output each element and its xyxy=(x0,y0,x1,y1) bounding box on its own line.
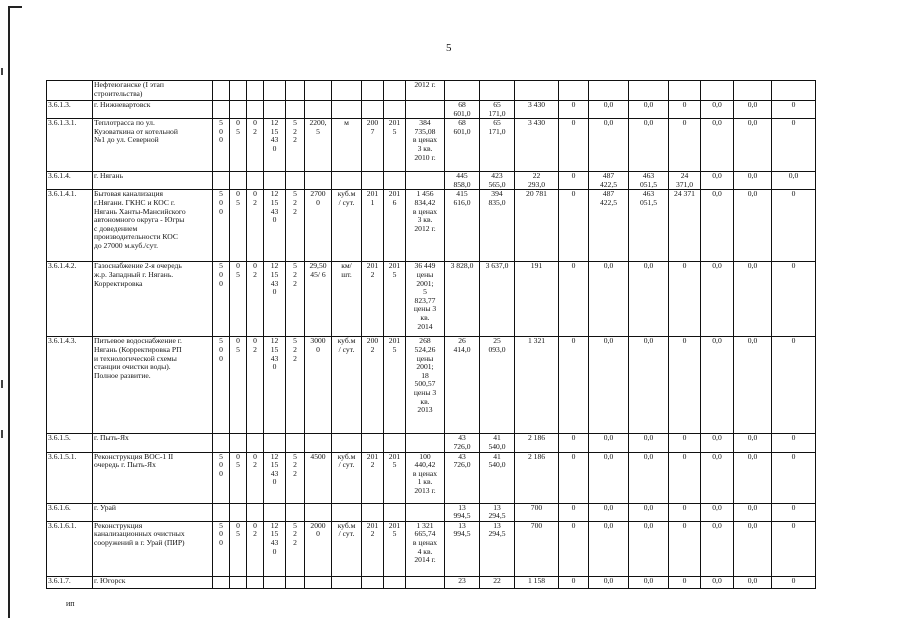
cell-v5: 0,0 xyxy=(589,262,629,337)
cell-c2: 0 5 xyxy=(230,262,247,337)
cell-y2 xyxy=(384,503,406,521)
cell-cost xyxy=(406,576,445,588)
table-row xyxy=(47,434,816,452)
cell-c5 xyxy=(286,81,305,101)
cell-v6: 0,0 xyxy=(629,434,669,452)
cell-v2: 25 093,0 xyxy=(480,337,515,434)
table-row xyxy=(47,337,816,434)
cell-v9: 0,0 xyxy=(734,190,772,262)
cell-name: г. Урай xyxy=(93,503,213,521)
cell-c5: 5 2 2 xyxy=(286,452,305,503)
cell-unit xyxy=(332,172,362,190)
cell-v1: 445 858,0 xyxy=(445,172,480,190)
cell-v7: 0 xyxy=(669,262,701,337)
cell-v2 xyxy=(480,81,515,101)
cell-cost: 1 456 834,42 в ценах 3 кв. 2012 г. xyxy=(406,190,445,262)
cell-cost: 36 449 цены 2001; 5 823,77 цены 3 кв. 2014 xyxy=(406,262,445,337)
cell-v9: 0,0 xyxy=(734,521,772,576)
table-row xyxy=(47,101,816,119)
cell-v2: 65 171,0 xyxy=(480,119,515,172)
cell-v10: 0 xyxy=(772,452,816,503)
cell-c5 xyxy=(286,101,305,119)
cell-v10: 0,0 xyxy=(772,172,816,190)
cell-y1 xyxy=(362,576,384,588)
cell-v7: 24 371 xyxy=(669,190,701,262)
cell-c4: 12 15 43 0 xyxy=(264,262,286,337)
cell-v3: 22 293,0 xyxy=(515,172,559,190)
table-row xyxy=(47,172,816,190)
cell-c3: 0 2 xyxy=(247,119,264,172)
cell-v8: 0,0 xyxy=(701,434,734,452)
cell-v9: 0,0 xyxy=(734,452,772,503)
cell-v6: 0,0 xyxy=(629,262,669,337)
table-row xyxy=(47,576,816,588)
cell-c2 xyxy=(230,101,247,119)
cell-c2: 0 5 xyxy=(230,190,247,262)
cell-c4: 12 15 43 0 xyxy=(264,190,286,262)
cell-y2: 201 6 xyxy=(384,190,406,262)
cell-unit: м xyxy=(332,119,362,172)
cell-v5: 0,0 xyxy=(589,576,629,588)
cell-code: 3.6.1.4.3. xyxy=(47,337,93,434)
cell-name: Нефтеюганске (I этап строительства) xyxy=(93,81,213,101)
cell-cap xyxy=(305,101,332,119)
cell-c2 xyxy=(230,81,247,101)
cell-y1: 201 1 xyxy=(362,190,384,262)
cell-cost xyxy=(406,503,445,521)
cell-v7: 0 xyxy=(669,521,701,576)
cell-v9: 0,0 xyxy=(734,119,772,172)
cell-v7: 0 xyxy=(669,503,701,521)
cell-cap: 29,50 45/ 6 xyxy=(305,262,332,337)
cell-v2: 13 294,5 xyxy=(480,521,515,576)
cell-v3: 3 430 xyxy=(515,119,559,172)
cell-v4: 0 xyxy=(559,172,589,190)
cell-c4: 12 15 43 0 xyxy=(264,521,286,576)
cell-c5 xyxy=(286,172,305,190)
cell-v4: 0 xyxy=(559,576,589,588)
cell-c5: 5 2 2 xyxy=(286,262,305,337)
cell-v9 xyxy=(734,81,772,101)
cell-c1 xyxy=(213,172,230,190)
cell-name: Теплотрасса по ул. Кузоваткина от котельной №1 до ул. Северной xyxy=(93,119,213,172)
cell-c3 xyxy=(247,81,264,101)
cell-name: Бытовая канализация г.Нягани. ГКНС и КОС г. Нягань Ханты-Мансийского автономного округа - Югры с доведением производительности КОС до 27000 м.куб./сут. xyxy=(93,190,213,262)
cell-v5: 0,0 xyxy=(589,434,629,452)
cell-v9: 0,0 xyxy=(734,337,772,434)
cell-v6: 0,0 xyxy=(629,337,669,434)
cell-name: Реконструкция ВОС-1 II очередь г. Пыть-Ях xyxy=(93,452,213,503)
cell-c3 xyxy=(247,101,264,119)
cell-c3 xyxy=(247,576,264,588)
cell-v2: 41 540,0 xyxy=(480,452,515,503)
cell-v8: 0,0 xyxy=(701,521,734,576)
cell-unit xyxy=(332,101,362,119)
cell-cost: 268 524,26 цены 2001; 18 500,57 цены 3 кв. 2013 xyxy=(406,337,445,434)
cell-code: 3.6.1.4.2. xyxy=(47,262,93,337)
table-row xyxy=(47,119,816,172)
cell-v1: 415 616,0 xyxy=(445,190,480,262)
cell-v4: 0 xyxy=(559,190,589,262)
cell-v7: 0 xyxy=(669,452,701,503)
cell-y2 xyxy=(384,576,406,588)
cell-c2 xyxy=(230,172,247,190)
cell-c5 xyxy=(286,503,305,521)
cell-cost: 100 440,42 в ценах 1 кв. 2013 г. xyxy=(406,452,445,503)
cell-v4 xyxy=(559,81,589,101)
cell-name: г. Пыть-Ях xyxy=(93,434,213,452)
cell-name: г. Нижневартовск xyxy=(93,101,213,119)
page-top-border xyxy=(8,6,22,8)
cell-v8: 0,0 xyxy=(701,576,734,588)
cell-y2: 201 5 xyxy=(384,521,406,576)
cell-y2: 201 5 xyxy=(384,337,406,434)
cell-v9: 0,0 xyxy=(734,576,772,588)
cell-name: г. Югорск xyxy=(93,576,213,588)
footer-mark: ип xyxy=(66,599,75,608)
cell-cap: 4500 xyxy=(305,452,332,503)
cell-name: Питьевое водоснабжение г. Нягань (Корректировка РП и технологической схемы станции очистки воды). Полное развитие. xyxy=(93,337,213,434)
cell-code: 3.6.1.5. xyxy=(47,434,93,452)
cell-unit: куб.м / сут. xyxy=(332,337,362,434)
cell-y1: 201 2 xyxy=(362,521,384,576)
cell-v6 xyxy=(629,81,669,101)
cell-v9: 0,0 xyxy=(734,101,772,119)
cell-unit xyxy=(332,576,362,588)
cell-v3: 700 xyxy=(515,521,559,576)
cell-v3: 1 321 xyxy=(515,337,559,434)
cell-y2: 201 5 xyxy=(384,262,406,337)
cell-y2 xyxy=(384,81,406,101)
cell-cost xyxy=(406,172,445,190)
cell-c2: 0 5 xyxy=(230,119,247,172)
page-number: 5 xyxy=(446,42,452,54)
cell-y1 xyxy=(362,172,384,190)
cell-c3: 0 2 xyxy=(247,452,264,503)
cell-v1: 26 414,0 xyxy=(445,337,480,434)
cell-cap xyxy=(305,576,332,588)
cell-c5 xyxy=(286,434,305,452)
cell-c2: 0 5 xyxy=(230,337,247,434)
cell-c3: 0 2 xyxy=(247,262,264,337)
cell-c3 xyxy=(247,172,264,190)
cell-v8: 0,0 xyxy=(701,172,734,190)
cell-v8: 0,0 xyxy=(701,190,734,262)
cell-y2 xyxy=(384,172,406,190)
cell-v7: 0 xyxy=(669,337,701,434)
cell-cap xyxy=(305,503,332,521)
cell-unit: км/ шт. xyxy=(332,262,362,337)
cell-c1: 5 0 0 xyxy=(213,452,230,503)
cell-c1 xyxy=(213,576,230,588)
cell-v5 xyxy=(589,81,629,101)
cell-code: 3.6.1.7. xyxy=(47,576,93,588)
cell-v8 xyxy=(701,81,734,101)
cell-c4 xyxy=(264,81,286,101)
cell-cap: 3000 0 xyxy=(305,337,332,434)
cell-v6: 0,0 xyxy=(629,119,669,172)
cell-v10: 0 xyxy=(772,190,816,262)
cell-v3 xyxy=(515,81,559,101)
cell-v3: 20 781 xyxy=(515,190,559,262)
cell-c3 xyxy=(247,503,264,521)
cell-v3: 2 186 xyxy=(515,434,559,452)
cell-v3: 700 xyxy=(515,503,559,521)
cell-cost xyxy=(406,434,445,452)
cell-v2: 22 xyxy=(480,576,515,588)
cell-v1: 43 726,0 xyxy=(445,452,480,503)
cell-cost: 1 321 665,74 в ценах 4 кв. 2014 г. xyxy=(406,521,445,576)
cell-v10: 0 xyxy=(772,101,816,119)
cell-c1 xyxy=(213,434,230,452)
cell-v7: 0 xyxy=(669,101,701,119)
cell-code: 3.6.1.5.1. xyxy=(47,452,93,503)
cell-v7: 0 xyxy=(669,119,701,172)
cell-y2 xyxy=(384,434,406,452)
cell-c1: 5 0 0 xyxy=(213,337,230,434)
cell-cap xyxy=(305,172,332,190)
cell-y1: 200 7 xyxy=(362,119,384,172)
cell-v4: 0 xyxy=(559,521,589,576)
table-row xyxy=(47,503,816,521)
cell-cap xyxy=(305,434,332,452)
cell-unit: куб.м / сут. xyxy=(332,521,362,576)
cell-c4: 12 15 43 0 xyxy=(264,337,286,434)
cell-c3: 0 2 xyxy=(247,521,264,576)
cell-c4 xyxy=(264,434,286,452)
cell-v5: 0,0 xyxy=(589,119,629,172)
cell-code xyxy=(47,81,93,101)
cell-code: 3.6.1.6. xyxy=(47,503,93,521)
cell-v9: 0,0 xyxy=(734,172,772,190)
cell-c4: 12 15 43 0 xyxy=(264,452,286,503)
cell-c1 xyxy=(213,81,230,101)
cell-v1: 13 994,5 xyxy=(445,503,480,521)
cell-v6: 0,0 xyxy=(629,101,669,119)
cell-y1: 201 2 xyxy=(362,262,384,337)
cell-c5: 5 2 2 xyxy=(286,190,305,262)
cell-v10: 0 xyxy=(772,119,816,172)
cell-v9: 0,0 xyxy=(734,503,772,521)
cell-v8: 0,0 xyxy=(701,337,734,434)
cell-v1: 68 601,0 xyxy=(445,101,480,119)
cell-c1: 5 0 0 xyxy=(213,262,230,337)
cell-v8: 0,0 xyxy=(701,452,734,503)
table-row xyxy=(47,521,816,576)
cell-cost: 2012 г. xyxy=(406,81,445,101)
cell-v1: 3 828,0 xyxy=(445,262,480,337)
cell-cost xyxy=(406,101,445,119)
cell-v5: 0,0 xyxy=(589,101,629,119)
cell-v10 xyxy=(772,81,816,101)
table-row xyxy=(47,81,816,101)
cell-v1 xyxy=(445,81,480,101)
cell-v10: 0 xyxy=(772,521,816,576)
cell-v4: 0 xyxy=(559,434,589,452)
cell-v6: 0,0 xyxy=(629,452,669,503)
cell-v10: 0 xyxy=(772,337,816,434)
cell-c3: 0 2 xyxy=(247,337,264,434)
cell-v4: 0 xyxy=(559,262,589,337)
cell-y1: 201 2 xyxy=(362,452,384,503)
cell-v10: 0 xyxy=(772,576,816,588)
cell-c1 xyxy=(213,503,230,521)
cell-v1: 68 601,0 xyxy=(445,119,480,172)
cell-v8: 0,0 xyxy=(701,101,734,119)
cell-y1 xyxy=(362,81,384,101)
cell-v10: 0 xyxy=(772,434,816,452)
cell-c2: 0 5 xyxy=(230,521,247,576)
cell-c5: 5 2 2 xyxy=(286,521,305,576)
cell-cap: 2700 0 xyxy=(305,190,332,262)
cell-v8: 0,0 xyxy=(701,119,734,172)
cell-v1: 43 726,0 xyxy=(445,434,480,452)
cell-code: 3.6.1.4. xyxy=(47,172,93,190)
cell-c1: 5 0 0 xyxy=(213,190,230,262)
cell-v5: 0,0 xyxy=(589,452,629,503)
cell-y1 xyxy=(362,101,384,119)
cell-v2: 13 294,5 xyxy=(480,503,515,521)
cell-v7: 24 371,0 xyxy=(669,172,701,190)
cell-unit: куб.м / сут. xyxy=(332,190,362,262)
cell-name: Реконструкция канализационных очистных сооружений в г. Урай (ПИР) xyxy=(93,521,213,576)
cell-v2: 41 540,0 xyxy=(480,434,515,452)
cell-v1: 13 994,5 xyxy=(445,521,480,576)
cell-cap: 2200, 5 xyxy=(305,119,332,172)
cell-c4 xyxy=(264,576,286,588)
cell-v6: 0,0 xyxy=(629,521,669,576)
cell-v4: 0 xyxy=(559,452,589,503)
cell-unit: куб.м / сут. xyxy=(332,452,362,503)
cell-c5 xyxy=(286,576,305,588)
cell-c3 xyxy=(247,434,264,452)
margin-mark xyxy=(1,68,3,75)
cell-cap: 2000 0 xyxy=(305,521,332,576)
cell-v5: 487 422,5 xyxy=(589,172,629,190)
cell-c2 xyxy=(230,503,247,521)
cell-v2: 394 835,0 xyxy=(480,190,515,262)
cell-v4: 0 xyxy=(559,119,589,172)
cell-v7 xyxy=(669,81,701,101)
cell-unit xyxy=(332,81,362,101)
cell-c4 xyxy=(264,503,286,521)
cell-c3: 0 2 xyxy=(247,190,264,262)
cell-v7: 0 xyxy=(669,434,701,452)
cell-cap xyxy=(305,81,332,101)
cell-v8: 0,0 xyxy=(701,503,734,521)
cell-v10: 0 xyxy=(772,503,816,521)
cell-v6: 0,0 xyxy=(629,576,669,588)
cell-v4: 0 xyxy=(559,337,589,434)
cell-y1 xyxy=(362,434,384,452)
cell-c2 xyxy=(230,434,247,452)
page-left-border xyxy=(8,6,10,618)
margin-mark xyxy=(1,380,3,388)
cell-cost: 384 735,08 в ценах 3 кв. 2010 г. xyxy=(406,119,445,172)
cell-v6: 463 051,5 xyxy=(629,172,669,190)
cell-name: г. Нягань xyxy=(93,172,213,190)
cell-name: Газоснабжение 2-я очередь ж.р. Западный г. Нягань. Корректировка xyxy=(93,262,213,337)
cell-v7: 0 xyxy=(669,576,701,588)
cell-v3: 1 158 xyxy=(515,576,559,588)
cell-y1 xyxy=(362,503,384,521)
cell-unit xyxy=(332,434,362,452)
cell-v6: 0,0 xyxy=(629,503,669,521)
cell-v2: 65 171,0 xyxy=(480,101,515,119)
cell-y2: 201 5 xyxy=(384,452,406,503)
cell-v10: 0 xyxy=(772,262,816,337)
cell-y1: 200 2 xyxy=(362,337,384,434)
cell-code: 3.6.1.3. xyxy=(47,101,93,119)
cell-code: 3.6.1.4.1. xyxy=(47,190,93,262)
cell-c1: 5 0 0 xyxy=(213,119,230,172)
cell-v8: 0,0 xyxy=(701,262,734,337)
cell-y2 xyxy=(384,101,406,119)
cell-v5: 0,0 xyxy=(589,521,629,576)
table-row xyxy=(47,190,816,262)
cell-c4 xyxy=(264,101,286,119)
cell-c5: 5 2 2 xyxy=(286,337,305,434)
cell-c2 xyxy=(230,576,247,588)
cell-c2: 0 5 xyxy=(230,452,247,503)
cell-v6: 463 051,5 xyxy=(629,190,669,262)
cell-v1: 23 xyxy=(445,576,480,588)
table-row xyxy=(47,452,816,503)
cell-v5: 0,0 xyxy=(589,337,629,434)
cell-v3: 191 xyxy=(515,262,559,337)
cell-v9: 0,0 xyxy=(734,262,772,337)
cell-v3: 3 430 xyxy=(515,101,559,119)
cell-v5: 487 422,5 xyxy=(589,190,629,262)
cell-unit xyxy=(332,503,362,521)
table-row xyxy=(47,262,816,337)
cell-v5: 0,0 xyxy=(589,503,629,521)
cell-v4: 0 xyxy=(559,503,589,521)
cell-c1 xyxy=(213,101,230,119)
cell-v4: 0 xyxy=(559,101,589,119)
cell-c5: 5 2 2 xyxy=(286,119,305,172)
cell-v2: 423 565,0 xyxy=(480,172,515,190)
cell-v9: 0,0 xyxy=(734,434,772,452)
margin-mark xyxy=(1,430,3,438)
cell-c4 xyxy=(264,172,286,190)
cell-v3: 2 186 xyxy=(515,452,559,503)
cell-v2: 3 637,0 xyxy=(480,262,515,337)
cell-code: 3.6.1.3.1. xyxy=(47,119,93,172)
cell-c4: 12 15 43 0 xyxy=(264,119,286,172)
cell-c1: 5 0 0 xyxy=(213,521,230,576)
cell-y2: 201 5 xyxy=(384,119,406,172)
cell-code: 3.6.1.6.1. xyxy=(47,521,93,576)
program-table xyxy=(46,80,816,589)
